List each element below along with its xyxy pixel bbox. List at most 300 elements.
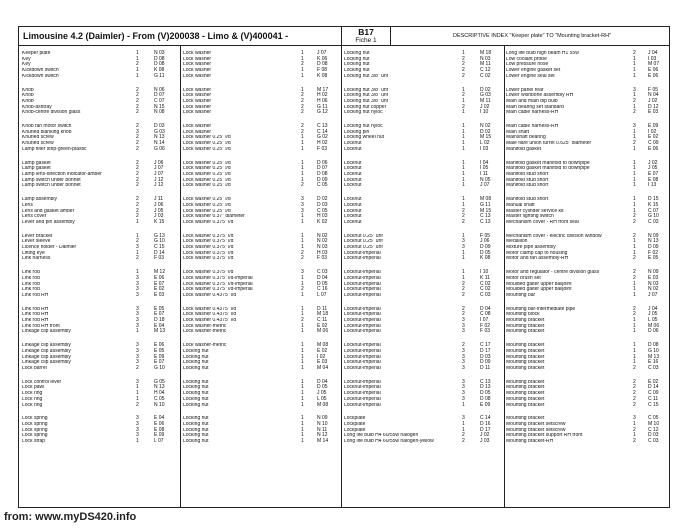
part-description: Lock washer (183, 87, 212, 93)
entry-group (344, 234, 504, 262)
entry-group (344, 197, 504, 225)
grid-reference: C 02 (480, 286, 491, 293)
fiche-number: 1 (301, 415, 304, 422)
fiche-number: 1 (633, 291, 636, 298)
part-description: Lever sleeve (22, 239, 51, 245)
grid-reference: J 12 (154, 176, 164, 183)
fiche-number: 1 (301, 72, 304, 79)
grid-reference: J 05 (648, 165, 658, 172)
fiche-number: 2 (301, 92, 304, 99)
page-title: Limousine 4.2 (Daimler) - From (V)200038 - Limo & (V)400041 - (23, 31, 289, 41)
fiche-number: 2 (136, 201, 139, 208)
index-entry (344, 220, 504, 226)
index-entry (22, 256, 180, 262)
grid-reference: G 11 (154, 72, 165, 79)
fiche-number: 1 (301, 401, 304, 408)
grid-reference: D 05 (317, 384, 328, 391)
fiche-number: 1 (136, 438, 139, 445)
fiche-number: 3 (462, 378, 465, 385)
fiche-number: 2 (633, 232, 636, 239)
part-description: Main cable harness-RH (506, 124, 559, 130)
part-description: Key (22, 56, 31, 62)
part-description: Lamp lens-direction indicator-amber (22, 171, 102, 177)
fiche-number: 2 (462, 311, 465, 318)
part-description: Locking nut (183, 366, 209, 371)
grid-reference: D 08 (154, 61, 165, 68)
part-description: Keeper plate (22, 51, 51, 56)
fiche-number: 1 (301, 134, 304, 141)
fiche-number: 2 (462, 207, 465, 214)
grid-reference: N 02 (648, 286, 659, 293)
grid-reference: E 03 (648, 274, 659, 281)
fiche-number: 2 (462, 218, 465, 225)
index-column-2 (183, 51, 341, 453)
grid-reference: D 17 (480, 426, 491, 433)
part-description: Mounting bracket (506, 402, 545, 408)
fiche-number: 1 (301, 218, 304, 225)
fiche-number: 1 (462, 97, 465, 104)
part-description: Locking nut (183, 360, 209, 366)
part-description: Locking nut (183, 433, 209, 439)
entry-group (344, 416, 504, 444)
grid-reference: C 07 (648, 207, 659, 214)
index-entry (22, 147, 180, 153)
part-description: Locking nut (183, 402, 209, 408)
part-description: Locknut-imperial (344, 323, 381, 329)
index-entry (183, 256, 341, 262)
part-description: Lock washer 0.25" i/d (183, 141, 231, 147)
grid-reference: F 02 (480, 322, 491, 329)
grid-reference: C 08 (480, 311, 491, 318)
grid-reference: E 02 (317, 347, 328, 354)
part-description: Locknut (344, 202, 362, 208)
part-description: Lock washer 0.375" i/d (183, 250, 234, 256)
fiche-number: 1 (633, 207, 636, 214)
grid-reference: J 04 (648, 50, 658, 56)
index-entry (183, 403, 341, 409)
grid-reference: N 15 (154, 103, 165, 110)
part-description: Locking nut (183, 379, 209, 385)
grid-reference: D 16 (480, 421, 491, 427)
parts-index-sheet (18, 26, 670, 508)
part-description: Link rod RH (22, 306, 49, 312)
grid-reference: E 05 (648, 255, 659, 262)
grid-reference: J 06 (154, 201, 164, 208)
fiche-number: 1 (136, 269, 139, 276)
fiche-number: 1 (301, 170, 304, 177)
fiche-number: 2 (633, 401, 636, 408)
part-description: Linkage clip assembly (22, 354, 71, 360)
grid-reference: M 13 (648, 353, 660, 360)
grid-reference: L 05 (317, 395, 327, 402)
fiche-number: 1 (633, 286, 636, 293)
part-description: Mounting bracket (506, 318, 545, 324)
fiche-number: 1 (301, 159, 304, 166)
fiche-number: 2 (301, 128, 304, 135)
grid-reference: F 03 (317, 255, 328, 262)
entry-group (22, 124, 180, 152)
grid-reference: E 05 (154, 305, 165, 312)
grid-reference: J 07 (648, 291, 658, 298)
part-description: Locknut-imperial (344, 329, 381, 335)
part-description: Link rod RH (22, 312, 49, 318)
fiche-number: 3 (136, 359, 139, 366)
grid-reference: N 08 (154, 109, 165, 116)
fiche-number: 3 (136, 305, 139, 312)
part-description: Lock washer 0.25" i/d (183, 183, 231, 189)
entry-group (506, 343, 668, 371)
grid-reference: E 06 (648, 145, 659, 152)
part-description: Locknut (344, 214, 362, 220)
fiche-number: 1 (301, 353, 304, 360)
grid-reference: F 05 (648, 86, 659, 93)
grid-reference: C 12 (480, 67, 491, 74)
grid-reference: E 04 (154, 322, 165, 329)
fiche-number: 2 (633, 438, 636, 445)
index-entry (344, 403, 504, 409)
grid-reference: D 03 (317, 201, 328, 208)
part-description: Mounting bracket-RH (506, 439, 554, 445)
fiche-number: 3 (462, 395, 465, 402)
part-description: Motor brush set (506, 275, 541, 281)
index-entry (183, 293, 341, 299)
part-description: Locknut (344, 177, 362, 183)
part-description: Lower panel rear (506, 87, 544, 93)
index-entry (344, 74, 504, 80)
index-entry (506, 110, 668, 116)
grid-reference: N 09 (648, 269, 659, 276)
grid-reference: N 11 (317, 426, 328, 433)
grid-reference: J 03 (480, 438, 490, 445)
fiche-number: 1 (301, 50, 304, 56)
part-description: Lock spring (22, 422, 48, 427)
fiche-number: 2 (136, 145, 139, 152)
fiche-number: 3 (136, 342, 139, 349)
part-description: Locking wheel nut (344, 135, 385, 141)
grid-reference: J 02 (480, 432, 490, 439)
part-description: Locking nut nyloc (344, 110, 383, 116)
grid-reference: E 09 (154, 432, 165, 439)
fiche-number: 2 (301, 249, 304, 256)
grid-reference: N 03 (648, 280, 659, 287)
grid-reference: D 13 (480, 384, 491, 391)
grid-reference: M 18 (317, 311, 329, 318)
fiche-number: 2 (136, 134, 139, 141)
entry-group (183, 124, 341, 152)
grid-reference: J 11 (154, 196, 164, 203)
part-description: Kickdown switch (22, 68, 59, 74)
grid-reference: N 13 (154, 134, 165, 141)
part-description: Locking nut (183, 439, 209, 445)
part-description: Linkage clip assembly (22, 329, 71, 335)
grid-reference: E 16 (648, 359, 659, 366)
part-description: Mounting bar-intermediate pipe (506, 306, 576, 312)
grid-reference: J 05 (648, 311, 658, 318)
part-description: Locknut-imperial (344, 250, 381, 256)
part-description: Low coolant probe (506, 56, 547, 62)
index-entry (506, 256, 668, 262)
entry-group (22, 197, 180, 225)
grid-reference: N 06 (154, 86, 165, 93)
fiche-number: 1 (633, 170, 636, 177)
fiche-number: 1 (462, 401, 465, 408)
grid-reference: N 02 (480, 123, 491, 130)
index-entry (344, 183, 504, 189)
fiche-number: 3 (136, 432, 139, 439)
fiche-number: 2 (136, 238, 139, 245)
part-description: Knob (22, 98, 34, 104)
index-entry (22, 74, 180, 80)
grid-reference: J 07 (154, 170, 164, 177)
fiche-number: 1 (301, 176, 304, 183)
part-description: Mounting bracket setscrew (506, 422, 566, 427)
part-description: Link rod (22, 275, 40, 281)
part-description: Lamp gasket (22, 160, 51, 166)
fiche-number: 1 (462, 196, 465, 203)
index-entry (22, 220, 180, 226)
fiche-number: 2 (136, 165, 139, 172)
grid-reference: D 06 (317, 159, 328, 166)
fiche-number: 1 (633, 353, 636, 360)
part-description: Lower wishbone assembly RH (506, 93, 574, 99)
grid-reference: M 12 (154, 269, 166, 276)
part-description: Mounting bracket (506, 329, 545, 335)
entry-group (506, 380, 668, 408)
grid-reference: C 14 (317, 128, 328, 135)
fiche-number: 3 (136, 415, 139, 422)
grid-reference: D 02 (317, 196, 328, 203)
grid-reference: L 07 (154, 438, 164, 445)
part-description: Locknut 0.25" unf (344, 233, 383, 239)
entry-group (183, 416, 341, 444)
part-description: Manifold gasket manifold to downpipe (506, 160, 590, 166)
part-description: Lens and gasket amber (22, 208, 75, 214)
grid-reference: D 09 (480, 244, 491, 251)
grid-reference: C 13 (317, 123, 328, 130)
entry-group (183, 234, 341, 262)
fiche-number: 1 (301, 305, 304, 312)
index-entry (22, 183, 180, 189)
fiche-number: 3 (136, 421, 139, 427)
grid-reference: M 06 (317, 328, 329, 335)
grid-reference: C 03 (648, 365, 659, 371)
part-description: Male flare union turret 0.625" diameter (506, 141, 592, 147)
grid-reference: K 15 (648, 201, 659, 208)
part-description: Lock spring (22, 427, 48, 433)
grid-reference: E 02 (154, 286, 165, 293)
grid-reference: J 07 (480, 182, 490, 189)
fiche-number: 2 (301, 317, 304, 324)
grid-reference: D 12 (648, 103, 659, 110)
grid-reference: I 03 (648, 55, 657, 62)
entry-group (22, 416, 180, 444)
grid-reference: E 06 (154, 421, 165, 427)
grid-reference: I 02 (648, 128, 657, 135)
grid-reference: C 11 (648, 395, 659, 402)
grid-reference: I 03 (480, 145, 489, 152)
index-entry (22, 439, 180, 445)
grid-reference: F 03 (154, 255, 165, 262)
fiche-number: 1 (301, 378, 304, 385)
grid-reference: M 04 (317, 365, 329, 371)
fiche-number: 2 (136, 123, 139, 130)
grid-reference: E 08 (648, 176, 659, 183)
part-description: Locking nut (183, 396, 209, 402)
part-description: Mounting bracket (506, 360, 545, 366)
grid-reference: J 02 (648, 97, 658, 104)
grid-reference: D 03 (648, 432, 659, 439)
fiche-number: 1 (301, 390, 304, 397)
grid-reference: D 11 (480, 365, 491, 371)
grid-reference: M 11 (480, 97, 491, 104)
fiche-number: 2 (301, 61, 304, 68)
part-description: Link rod RH front (22, 323, 60, 329)
grid-reference: E 02 (317, 322, 328, 329)
fiche-number: 1 (301, 67, 304, 74)
part-description: Motor clamp cap to housing (506, 250, 568, 256)
part-description: Mounting bracket (506, 396, 545, 402)
index-entry (506, 147, 668, 153)
fiche-number: 1 (462, 426, 465, 433)
part-description: Locknut-imperial (344, 402, 381, 408)
entry-group (183, 51, 341, 79)
entry-group (506, 416, 668, 444)
part-description: Locking nut (344, 56, 370, 62)
grid-reference: L 07 (317, 291, 327, 298)
fiche-number: 2 (633, 255, 636, 262)
part-description: Locknut (344, 160, 362, 166)
grid-reference: F 05 (480, 232, 491, 239)
fiche-number: 2 (462, 72, 465, 79)
fiche-number: 2 (136, 255, 139, 262)
fiche-number: 1 (633, 55, 636, 62)
fiche-number: 1 (462, 109, 465, 116)
entry-group (506, 197, 668, 225)
fiche-number: 1 (301, 291, 304, 298)
part-description: Lock washer 0.375" i/d (183, 219, 234, 225)
entry-group (22, 88, 180, 116)
part-description: Lock washer 0.25" i/d (183, 202, 231, 208)
grid-reference: N 12 (317, 432, 328, 439)
part-description: Lamp filter strip-green-plastic (22, 146, 87, 152)
fiche-number: 2 (633, 109, 636, 116)
grid-reference: D 17 (480, 347, 491, 354)
part-description: Lock washer (183, 129, 212, 135)
part-description: Linkage clip assembly (22, 360, 71, 366)
grid-reference: C 15 (154, 244, 165, 251)
grid-reference: E 02 (648, 134, 659, 141)
index-range-label: DESCRIPTIVE INDEX "Keeper plate" TO "Mounting bracket-RH" (453, 33, 611, 39)
part-description: Lock spring (22, 416, 48, 422)
grid-reference: J 07 (154, 165, 164, 172)
part-description: Locking nut (344, 62, 370, 68)
fiche-number: 1 (462, 269, 465, 276)
part-description: Low pressure hose (506, 62, 549, 68)
grid-reference: N 13 (648, 238, 659, 245)
part-description: Lower engine gasket set (506, 68, 561, 74)
part-description: Locknut-imperial (344, 396, 381, 402)
part-description: Moulded gaiter upper balljoint (506, 281, 572, 287)
grid-reference: C 13 (480, 218, 491, 225)
fiche-number: 1 (462, 134, 465, 141)
part-description: Knob fan motor switch (22, 124, 72, 130)
part-description: Lamp switch under bonnet (22, 177, 81, 183)
grid-reference: E 09 (480, 401, 491, 408)
fiche-number: 2 (462, 67, 465, 74)
grid-reference: G 03 (154, 128, 165, 135)
part-description: Locking nut (344, 68, 370, 74)
part-description: Long life bulb high beam H1 55w (506, 51, 579, 56)
grid-reference: H 02 (317, 92, 328, 99)
part-description: Locking nut (183, 391, 209, 397)
grid-reference: J 02 (648, 159, 658, 166)
part-description: Locking nut (183, 422, 209, 427)
part-description: Lock washer 0.375" i/d (183, 245, 234, 251)
grid-reference: N 02 (317, 238, 328, 245)
part-description: Locking nut copper (344, 104, 387, 110)
part-description: Locknut-imperial (344, 391, 381, 397)
fiche-number: 1 (301, 274, 304, 281)
part-description: Link rod (22, 281, 40, 287)
grid-reference: E 09 (648, 123, 659, 130)
grid-reference: J 05 (154, 207, 164, 214)
part-description: Lock washer 0.375" i/d (183, 270, 234, 276)
part-description: Knob (22, 93, 34, 99)
index-entry (183, 183, 341, 189)
part-description: Knurled blanking knob (22, 129, 72, 135)
part-description: Mounting bracket (506, 379, 545, 385)
fiche-number: 3 (136, 286, 139, 293)
fiche-number: 2 (301, 109, 304, 116)
fiche-number: 3 (136, 322, 139, 329)
fiche-number: 1 (462, 182, 465, 189)
grid-reference: J 02 (480, 103, 490, 110)
entry-group (344, 343, 504, 371)
part-description: Locking nut (183, 385, 209, 391)
grid-reference: C 12 (648, 426, 659, 433)
grid-reference: N 03 (480, 55, 491, 62)
fiche-number: 3 (136, 280, 139, 287)
fiche-number: 1 (301, 432, 304, 439)
index-column-3 (344, 51, 504, 453)
fiche-number: 2 (462, 103, 465, 110)
index-entry (344, 147, 504, 153)
fiche-number: 2 (633, 97, 636, 104)
grid-reference: M 07 (648, 61, 660, 68)
grid-reference: D 08 (317, 170, 328, 177)
part-description: Mounting bracket setscrew (506, 427, 566, 433)
fiche-number: 2 (462, 92, 465, 99)
part-description: Locknut-imperial (344, 379, 381, 385)
grid-reference: M 13 (154, 328, 166, 335)
fiche-number: 1 (633, 67, 636, 74)
part-description: Locking nut 3/8" unf (344, 73, 389, 79)
part-description: Locknut (344, 183, 362, 189)
fiche-number: 1 (301, 280, 304, 287)
fiche-number: 1 (462, 86, 465, 93)
fiche-number: 3 (462, 353, 465, 360)
fiche-number: 2 (462, 213, 465, 220)
part-description: Mechanism cover - electric division window (506, 233, 602, 239)
part-description: Knob-centre division glass (22, 110, 81, 116)
index-entry (183, 74, 341, 80)
grid-reference: D 05 (317, 280, 328, 287)
grid-reference: N 09 (648, 232, 659, 239)
fiche-number: 1 (633, 134, 636, 141)
part-description: Locking nut 3/8" unf (344, 98, 389, 104)
fiche-number: 1 (462, 50, 465, 56)
grid-reference: I 07 (480, 317, 489, 324)
